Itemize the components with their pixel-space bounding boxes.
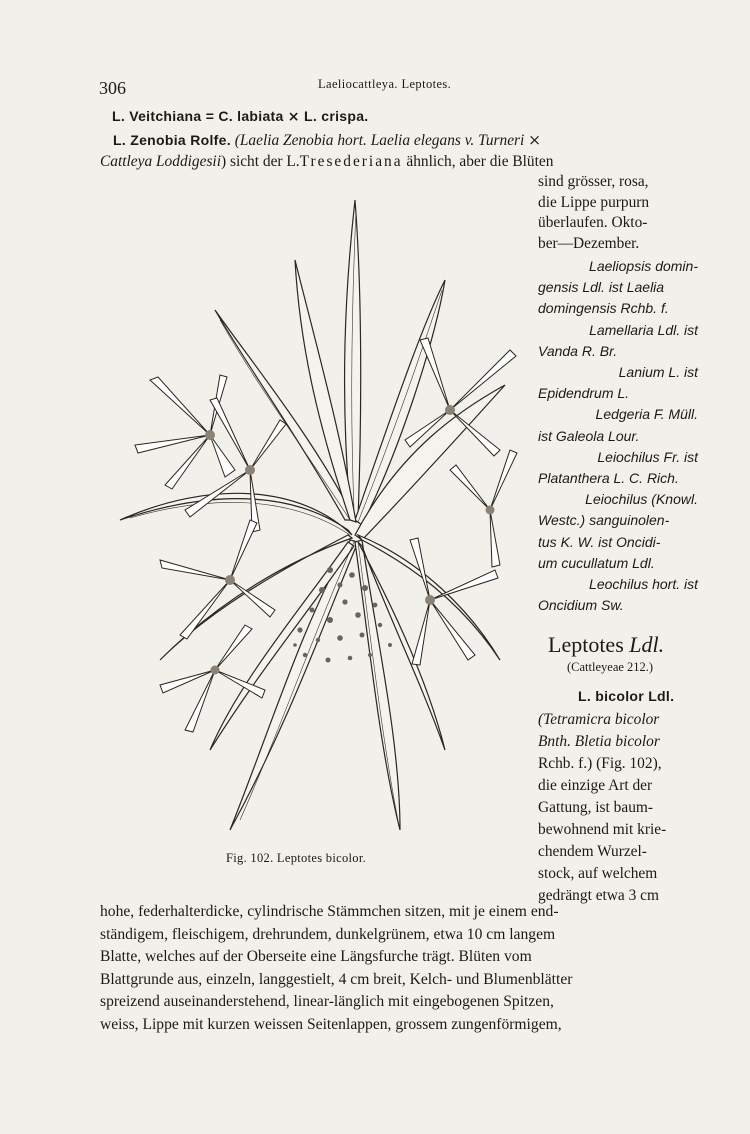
synonym-line: gensis Ldl. ist Laelia	[538, 279, 665, 296]
body-line: ständigem, fleischigem, drehrundem, dunkelgrünem, etwa 10 cm langem	[100, 925, 556, 943]
entry-zenobia-compare: Tresederiana	[299, 153, 403, 170]
body-line: Blatte, welches auf der Oberseite eine Längsfurche trägt. Blüten vom	[100, 948, 532, 965]
text-line: überlaufen. Okto-	[538, 214, 648, 232]
entry-zenobia-line2	[100, 151, 553, 172]
entry-zenobia-line1	[113, 130, 541, 151]
synonym-line: Lanium L. ist	[618, 364, 698, 381]
entry-zenobia-parent: Cattleya Loddigesii	[100, 153, 221, 170]
synonym-line: Laeliopsis domin-	[589, 258, 698, 274]
entry-zenobia-text-tail: ähnlich, aber die Blüten	[402, 153, 554, 170]
entry-zenobia-text: ) sicht der L.	[220, 153, 300, 170]
text-line: chendem Wurzel-	[538, 843, 647, 860]
synonym-line: tus K. W. ist Oncidi-	[538, 533, 661, 550]
section-subheading: (Cattleyeae 212.)	[567, 660, 654, 674]
text-line: stock, auf welchem	[538, 865, 658, 882]
figure-caption: Fig. 102. Leptotes bicolor.	[226, 851, 367, 865]
text-line: die Lippe purpurn	[538, 193, 650, 211]
synonym-line: Leiochilus (Knowl.	[585, 491, 698, 508]
leaf	[120, 493, 352, 535]
entry-veitchiana-name: L. Veitchiana	[112, 108, 202, 124]
synonym-line: Vanda R. Br.	[538, 342, 618, 359]
species-name: L. bicolor Ldl.	[578, 688, 675, 704]
text-line: die einzige Art der	[538, 777, 653, 794]
synonym-line: um cucullatum Ldl.	[538, 554, 655, 571]
body-text	[100, 901, 572, 1036]
synonym-line: Westc.) sanguinolen-	[538, 512, 670, 529]
text-line: Bnth. Bletia bicolor	[538, 733, 660, 750]
text-line: Gattung, ist baum-	[538, 799, 653, 816]
synonym-line: Lamellaria Ldl. ist	[589, 321, 698, 338]
orchid-illustration	[100, 190, 520, 845]
synonym-line: Ledgeria F. Müll.	[595, 406, 698, 423]
right-column-description	[538, 172, 698, 254]
synonym-list	[538, 256, 698, 616]
section-heading-author: Ldl.	[629, 632, 665, 657]
synonym-line: Leochilus hort. ist	[589, 576, 698, 593]
text-line: (Tetramicra bicolor	[538, 711, 660, 728]
body-line: Blattgrunde aus, einzeln, langgestielt, 4 cm breit, Kelch- und Blumenblätter	[100, 970, 573, 988]
synonym-line: Epidendrum L.	[538, 385, 630, 402]
synonym-line: ist Galeola Lour.	[538, 427, 640, 444]
body-line: hohe, federhalterdicke, cylindrische Stämmchen sitzen, mit je einem end-	[100, 903, 559, 920]
body-line: spreizend auseinanderstehend, linear-länglich mit eingebogenen Spitzen,	[100, 993, 554, 1010]
synonym-line: domingensis Rchb. f.	[538, 300, 669, 317]
entry-zenobia-synonym: (Laelia Zenobia hort. Laelia elegans v. Turneri ⨯	[230, 132, 542, 149]
body-line: weiss, Lippe mit kurzen weissen Seitenlappen, grossem zungenförmigem,	[100, 1015, 562, 1033]
running-title: Laeliocattleya. Leptotes.	[318, 77, 452, 91]
text-line: ber—Dezember.	[538, 234, 640, 252]
text-line: gedrängt etwa 3 cm	[538, 887, 659, 904]
page-number: 306	[99, 78, 126, 98]
entry-zenobia-name: L. Zenobia Rolfe.	[113, 132, 231, 148]
species-column	[538, 709, 696, 907]
section-heading	[548, 632, 664, 658]
text-line: Rchb. f.) (Fig. 102),	[538, 755, 662, 772]
synonym-line: Leiochilus Fr. ist	[597, 448, 698, 465]
entry-veitchiana-rest: = C. labiata ⨯ L. crispa.	[201, 108, 369, 124]
section-heading-genus: Leptotes	[548, 632, 624, 657]
text-line: bewohnend mit krie-	[538, 821, 667, 838]
synonym-line: Oncidium Sw.	[538, 597, 624, 614]
synonym-line: Platanthera L. C. Rich.	[538, 470, 679, 487]
entry-veitchiana	[112, 106, 368, 127]
text-line: sind grösser, rosa,	[538, 173, 649, 190]
